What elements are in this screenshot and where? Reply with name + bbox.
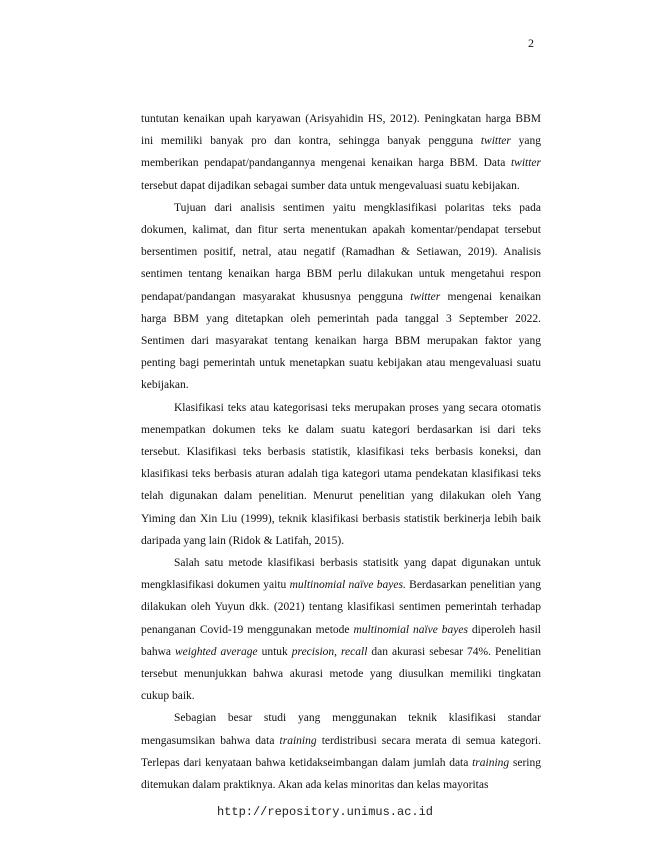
text-run: tuntutan kenaikan upah karyawan (Arisyahidin HS, 2012). Peningkatan harga BBM ini memiliki banyak pro dan kontra, sehingga banyak pengguna bbox=[141, 113, 541, 148]
italic-term: training bbox=[472, 756, 510, 769]
italic-term: twitter bbox=[480, 135, 511, 148]
text-run: untuk bbox=[257, 645, 292, 658]
text-run: yang memberikan pendapat/pandangannya mengenai kenaikan harga BBM. Data bbox=[141, 135, 542, 170]
paragraph bbox=[141, 197, 541, 397]
repository-url-footer: http://repository.unimus.ac.id bbox=[216, 805, 434, 819]
document-body bbox=[141, 108, 541, 796]
paragraph bbox=[141, 108, 541, 197]
text-run: Berdasarkan penelitian yang dilakukan oleh Yuyun dkk. (2021) tentang klasifikasi sentimen pemerintah terhadap penanganan Covid-19 menggunakan metode bbox=[141, 579, 541, 636]
italic-term: twitter bbox=[510, 157, 541, 170]
text-run: sering ditemukan dalam praktiknya. Akan ada kelas minoritas dan kelas mayoritas bbox=[141, 756, 541, 792]
text-run: Salah satu metode klasifikasi berbasis statisitk yang dapat digunakan untuk mengklasifikasi dokumen yaitu bbox=[141, 557, 541, 592]
italic-term: training bbox=[279, 734, 317, 747]
italic-term: multinomial naïve bayes. bbox=[289, 579, 406, 592]
page-number: 2 bbox=[528, 36, 534, 50]
paragraph bbox=[141, 707, 541, 796]
text-run: diperoleh hasil bahwa bbox=[141, 623, 541, 658]
text-run: tersebut dapat dijadikan sebagai sumber data untuk mengevaluasi suatu kebijakan. bbox=[141, 179, 520, 192]
text-run: Sebagian besar studi yang menggunakan teknik klasifikasi standar mengasumsikan bahwa data bbox=[141, 712, 541, 747]
italic-term: twitter bbox=[410, 290, 441, 303]
text-run: mengenai kenaikan harga BBM yang ditetapkan oleh pemerintah pada tanggal 3 September 2022. Sentimen dari masyarakat tentang kenaikan harga BBM merupakan faktor yang penting bagi pemerintah untuk menetapkan suatu kebijakan atau mengevaluasi suatu kebijakan. bbox=[141, 290, 541, 392]
italic-term: weighted average bbox=[175, 645, 258, 658]
italic-term: multinomial naïve bayes bbox=[353, 623, 468, 636]
text-run: Klasifikasi teks atau kategorisasi teks merupakan proses yang secara otomatis menempatkan dokumen teks ke dalam suatu kategori berdasarkan isi dari teks tersebut. Klasifikasi teks berbasis statistik, klasifikasi teks berbasis koneksi, dan klasifikasi teks berbasis aturan adalah tiga kategori utama pendekatan klasifikasi teks telah digunakan dalam penelitian. Menurut penelitian yang dilakukan oleh Yang Yiming dan Xin Liu (1999), teknik klasifikasi berbasis statistik berkinerja lebih baik daripada yang lain (Ridok & Latifah, 2015). bbox=[141, 401, 541, 547]
paragraph bbox=[141, 397, 541, 552]
paragraph bbox=[141, 552, 541, 707]
text-run: dan akurasi sebesar 74%. Penelitian tersebut menunjukkan bahwa akurasi metode yang diusulkan memiliki tingkatan cukup baik. bbox=[141, 645, 541, 703]
italic-term: precision, recall bbox=[291, 645, 368, 658]
text-run: terdistribusi secara merata di semua kategori. Terlepas dari kenyataan bahwa ketidakseimbangan dalam jumlah data bbox=[141, 734, 541, 769]
text-run: Tujuan dari analisis sentimen yaitu mengklasifikasi polaritas teks pada dokumen, kalimat, dan fitur serta menentukan apakah komentar/pendapat tersebut bersentimen positif, netral, atau negatif (Ramadhan & Setiawan, 2019). Analisis sentimen tentang kenaikan harga BBM perlu dilakukan untuk mengetahui respon pendapat/pandangan masyarakat khususnya pengguna bbox=[141, 201, 541, 303]
